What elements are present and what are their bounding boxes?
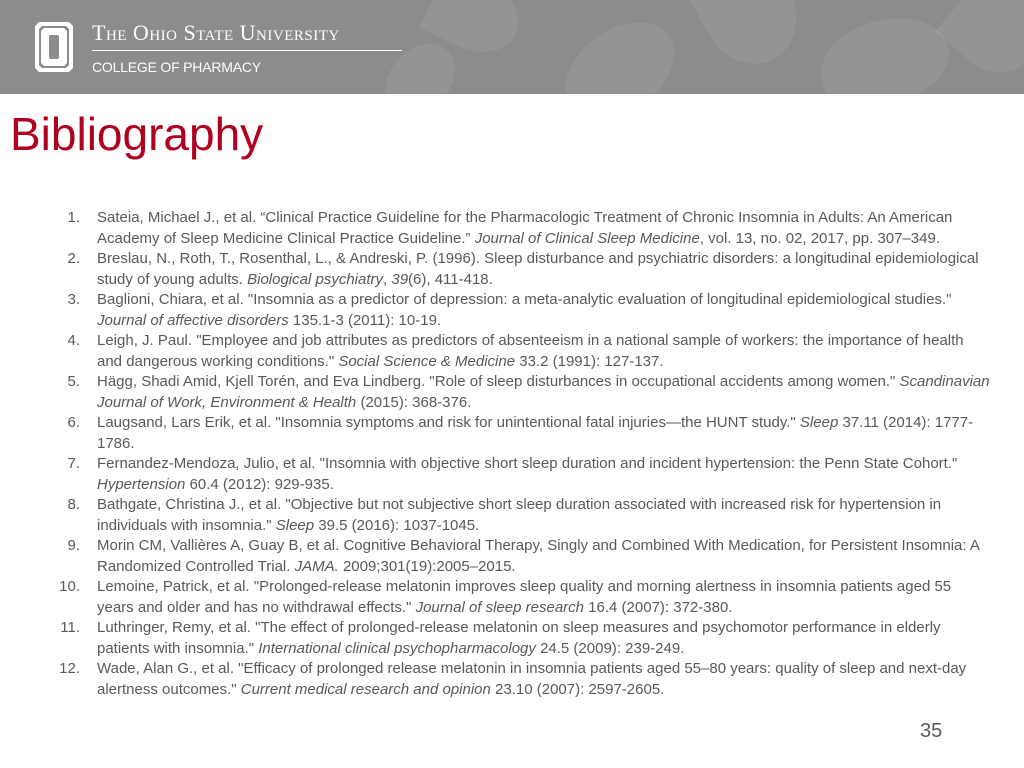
- leaf-pattern: [935, 0, 1024, 90]
- college-name: COLLEGE OF PHARMACY: [92, 59, 261, 75]
- reference-list: [50, 208, 990, 700]
- reference-item: [50, 290, 990, 331]
- reference-number: 6.: [67, 414, 80, 431]
- reference-text: Wade, Alan G., et al. "Efficacy of prolonged release melatonin in insomnia patients aged 55–80 years: quality of sleep and next-day alertness outcomes.": [97, 660, 967, 698]
- reference-text: Leigh, J. Paul. "Employee and job attributes as predictors of absenteeism in a national sample of workers: the importance of health and dangerous working conditions.": [97, 332, 964, 370]
- reference-number: 4.: [67, 332, 80, 349]
- reference-text: Sateia, Michael J., et al. “Clinical Practice Guideline for the Pharmacologic Treatment of Chronic Insomnia in Adults: An American Academy of Sleep Medicine Clinical Practice Guideline.”: [97, 209, 953, 247]
- reference-details: 135.1-3 (2011): 10-19.: [288, 311, 442, 329]
- reference-details: , vol. 13, no. 02, 2017, pp. 307–349.: [699, 229, 941, 247]
- reference-text: Morin CM, Vallières A, Guay B, et al. Cognitive Behavioral Therapy, Singly and Combined With Medication, for Persistent Insomnia: A Randomized Controlled Trial.: [97, 537, 980, 575]
- reference-text: Bathgate, Christina J., et al. "Objective but not subjective short sleep duration associated with increased risk for hypertension in individuals with insomnia.": [97, 496, 942, 534]
- reference-text: Breslau, N., Roth, T., Rosenthal, L., & Andreski, P. (1996). Sleep disturbance and psychiatric disorders: a longitudinal epidemiological study of young adults.: [97, 250, 979, 288]
- reference-item: [50, 495, 990, 536]
- reference-details: 33.2 (1991): 127-137.: [515, 352, 664, 370]
- reference-journal: International clinical psychopharmacology: [258, 639, 536, 657]
- reference-number: 8.: [67, 496, 80, 513]
- reference-journal: JAMA.: [294, 557, 339, 575]
- reference-text: Hägg, Shadi Amid, Kjell Torén, and Eva Lindberg. "Role of sleep disturbances in occupational accidents among women.": [97, 373, 900, 390]
- reference-item: [50, 618, 990, 659]
- reference-number: 11.: [60, 619, 80, 636]
- university-name: The Ohio State University: [92, 20, 340, 45]
- reference-number: 3.: [67, 291, 80, 308]
- reference-item: [50, 331, 990, 372]
- reference-journal: Sleep: [275, 516, 315, 534]
- reference-item: [50, 454, 990, 495]
- reference-item: [50, 372, 990, 413]
- reference-item: [50, 413, 990, 454]
- reference-number: 12.: [59, 660, 80, 677]
- page-number: 35: [920, 720, 943, 742]
- reference-details: 16.4 (2007): 372-380.: [584, 598, 733, 616]
- reference-item: [50, 659, 990, 700]
- reference-details: 60.4 (2012): 929-935.: [185, 475, 334, 493]
- leaf-pattern: [548, 3, 692, 94]
- reference-details: (2015): 368-376.: [356, 393, 472, 411]
- reference-number: 10.: [59, 578, 80, 595]
- header-banner: [0, 0, 1024, 94]
- reference-item: [50, 577, 990, 618]
- reference-text: Luthringer, Remy, et al. "The effect of prolonged-release melatonin on sleep measures and psychomotor performance in elderly patients with insomnia.": [97, 619, 941, 657]
- reference-item: [50, 536, 990, 577]
- reference-number: 1.: [67, 209, 80, 226]
- reference-item: [50, 208, 990, 249]
- reference-details: 24.5 (2009): 239-249.: [535, 639, 685, 657]
- reference-details: 39.5 (2016): 1037-1045.: [314, 516, 480, 534]
- reference-journal: Scandinavian Journal of Work, Environment & Health: [97, 373, 990, 411]
- reference-journal: Hypertension: [97, 475, 186, 493]
- reference-details: 2009;301(19):2005–2015.: [338, 557, 516, 575]
- reference-journal: Current medical research and opinion: [240, 680, 491, 698]
- reference-journal: Social Science & Medicine: [338, 352, 516, 370]
- reference-number: 5.: [67, 373, 80, 390]
- reference-number: 9.: [67, 537, 80, 554]
- reference-journal: Sleep: [799, 414, 839, 431]
- reference-journal: Biological psychiatry: [247, 270, 384, 288]
- reference-text: Laugsand, Lars Erik, et al. "Insomnia symptoms and risk for unintentional fatal injuries—the HUNT study.": [97, 414, 800, 431]
- reference-journal: Journal of sleep research: [415, 598, 585, 616]
- reference-text: Lemoine, Patrick, et al. "Prolonged-release melatonin improves sleep quality and morning alertness in insomnia patients aged 55 years and older and has no withdrawal effects.": [97, 578, 952, 616]
- reference-journal: Journal of Clinical Sleep Medicine: [474, 229, 700, 247]
- reference-details: (6), 411-418.: [408, 270, 493, 288]
- reference-volume: 39: [391, 270, 409, 288]
- reference-number: 7.: [67, 455, 80, 472]
- leaf-pattern: [686, 0, 814, 81]
- reference-details: 37.11 (2014): 1777-1786.: [97, 414, 974, 452]
- header-divider: [92, 50, 402, 51]
- reference-text: Fernandez-Mendoza, Julio, et al. "Insomnia with objective short sleep duration and incident hypertension: the Penn State Cohort.": [97, 455, 958, 472]
- reference-journal: Journal of affective disorders: [97, 311, 289, 329]
- page-title: Bibliography: [10, 108, 264, 160]
- leaf-pattern: [811, 5, 959, 94]
- reference-number: 2.: [67, 250, 80, 267]
- reference-text: Baglioni, Chiara, et al. "Insomnia as a predictor of depression: a meta-analytic evaluation of longitudinal epidemiological studies.": [97, 291, 952, 308]
- reference-item: [50, 249, 990, 290]
- block-o-logo-icon: [33, 20, 75, 74]
- reference-details: ,: [383, 270, 392, 288]
- reference-details: 23.10 (2007): 2597-2605.: [490, 680, 665, 698]
